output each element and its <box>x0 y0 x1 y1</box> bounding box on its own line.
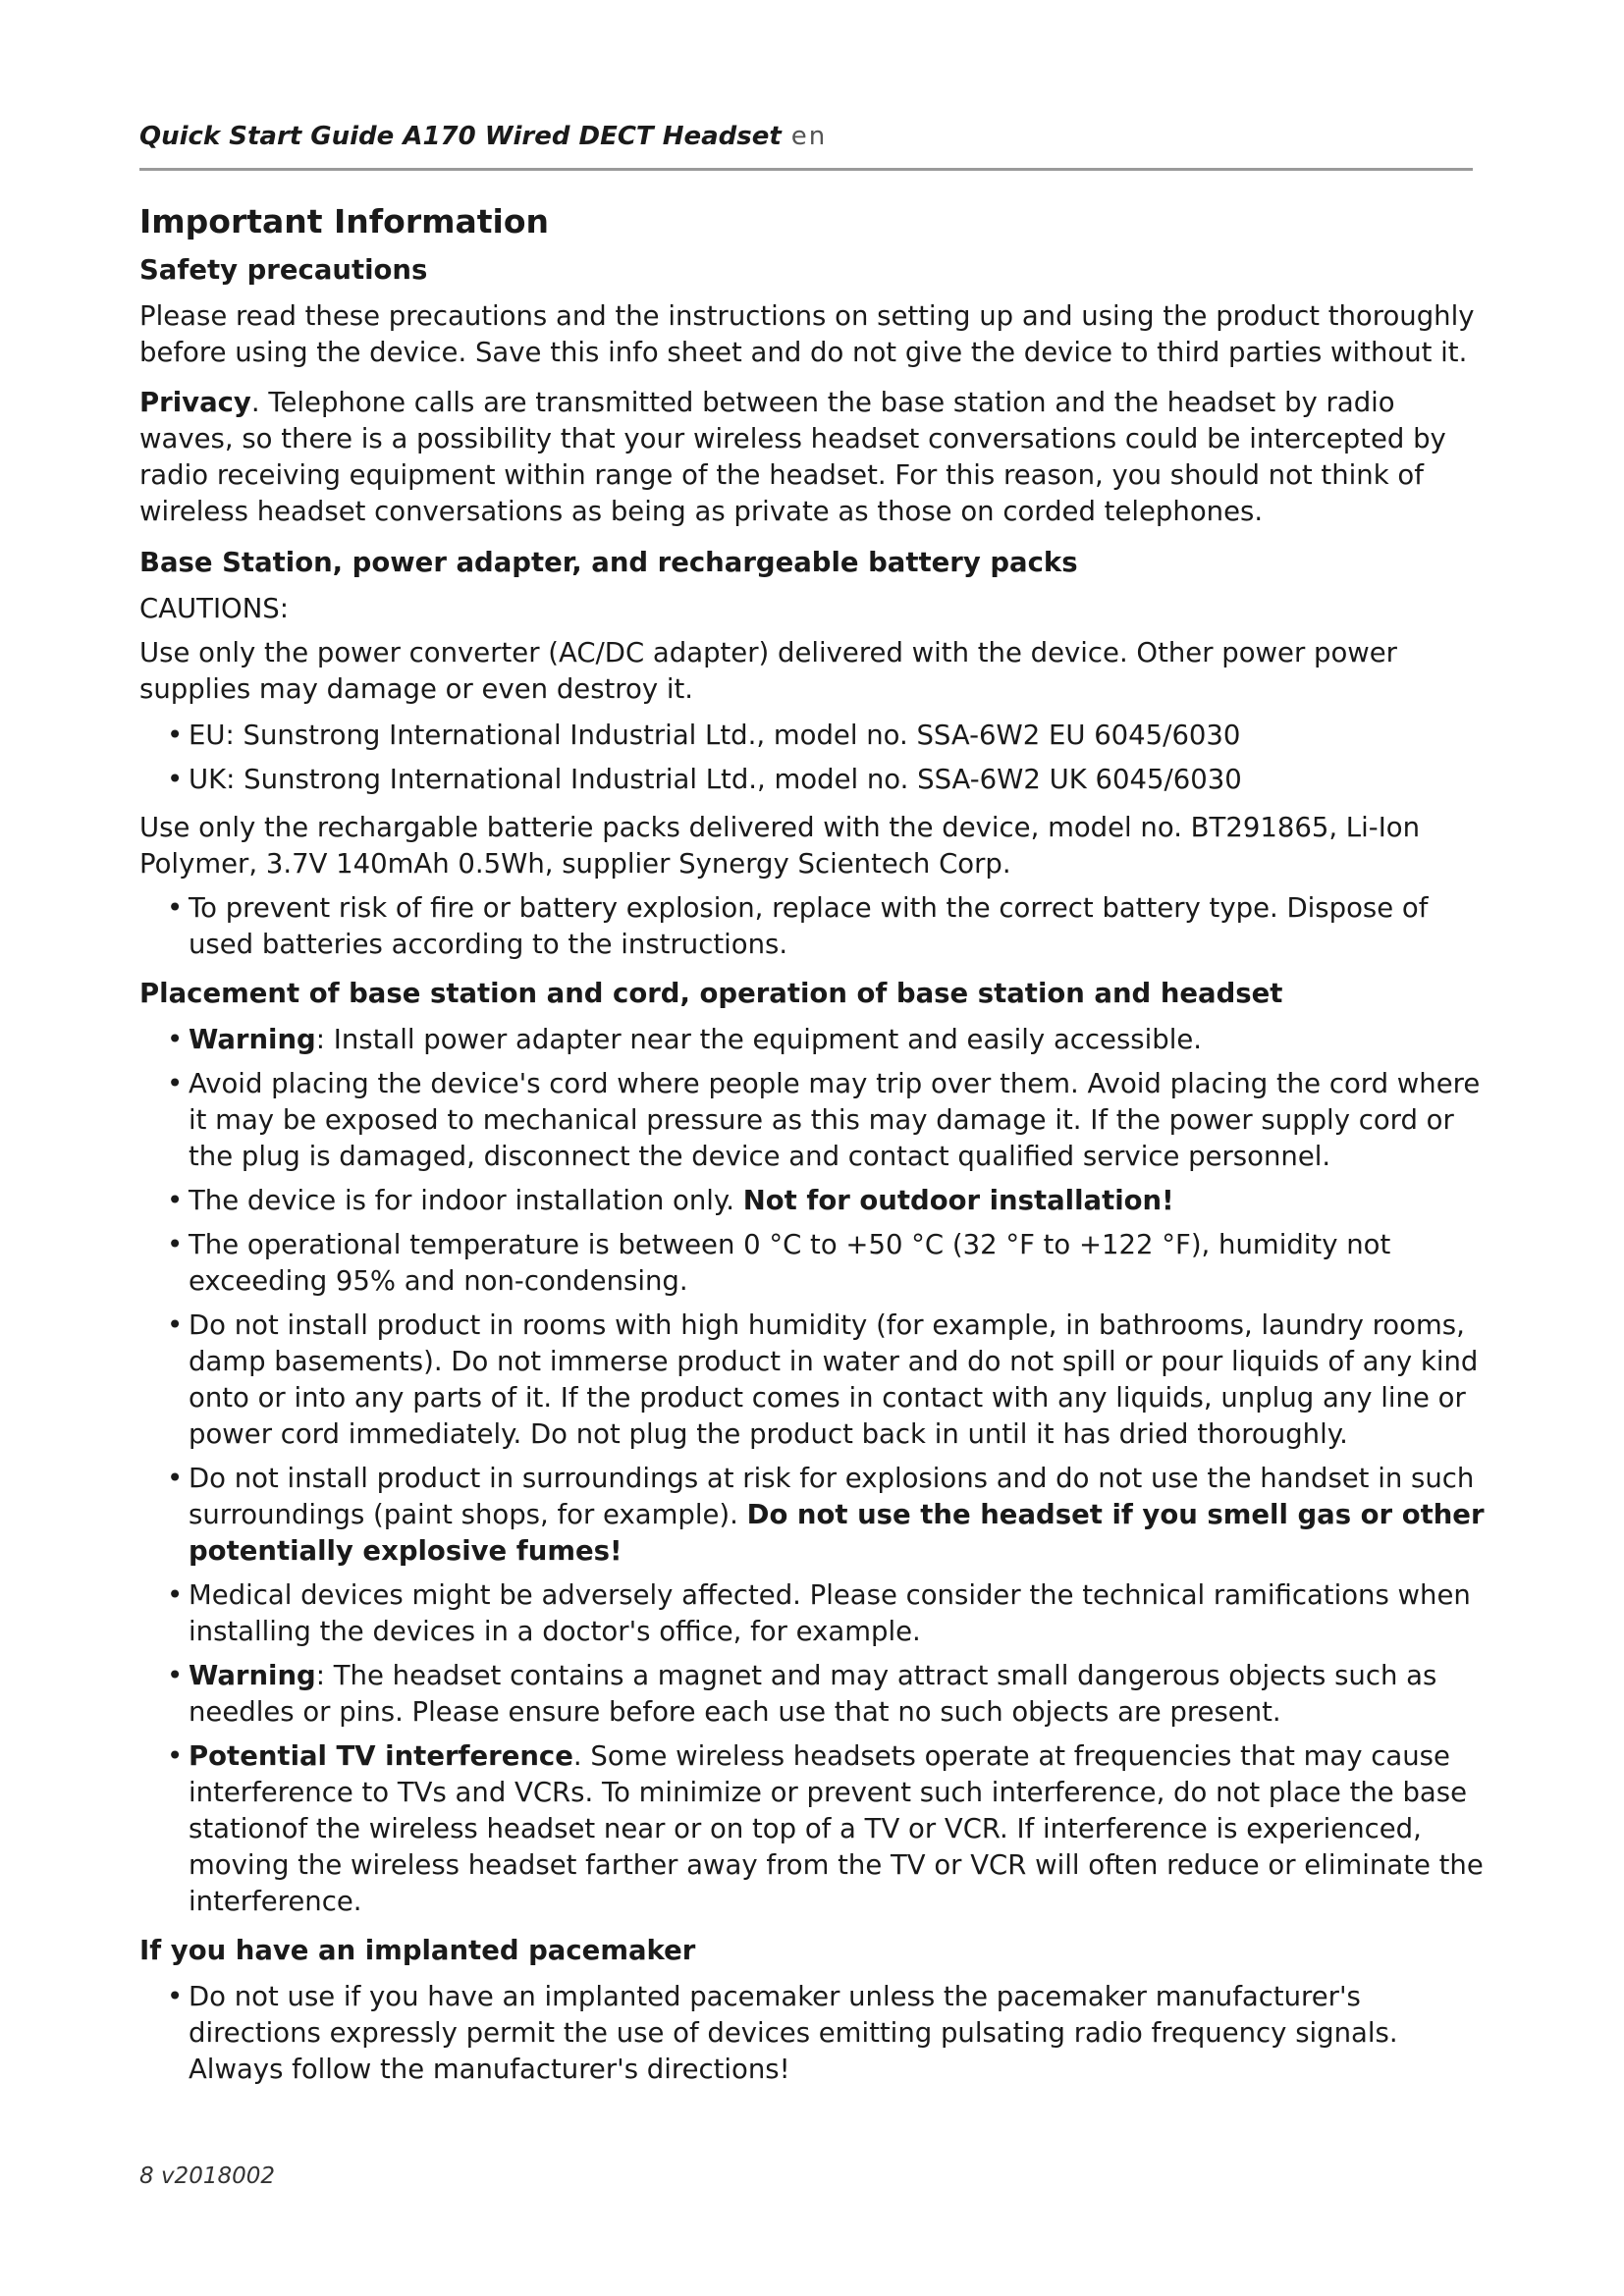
privacy-paragraph <box>139 385 1485 530</box>
bullet-icon: • <box>167 1463 184 1494</box>
bullet-icon: • <box>167 1068 184 1099</box>
list-item: • Medical devices might be adversely affected. Please consider the technical ramifications when installing the devices in a doctor's office, for example. <box>167 1579 1471 1647</box>
placement-heading: Placement of base station and cord, operation of base station and headset <box>139 978 1283 1009</box>
list-item: • To prevent risk of fire or battery explosion, replace with the correct battery type. Dispose of used batteries according to the instructions. <box>167 892 1429 960</box>
list-item: • Do not use if you have an implanted pacemaker unless the pacemaker manufacturer's directions expressly permit the use of devices emitting pulsating radio frequency signals. Always follow the manufacturer's directions! <box>167 1981 1398 2085</box>
bullet-icon: • <box>167 1579 184 1611</box>
list-item: • Do not install product in surroundings at risk for explosions and do not use the handset in such surroundings (paint shops, for example). Do not use the headset if you smell gas or other potentially explosive fumes! <box>167 1463 1485 1567</box>
converter-text: Use only the power converter (AC/DC adapter) delivered with the device. Other power power supplies may damage or even destroy it. <box>139 637 1397 705</box>
list-item: • Warning: Install power adapter near the equipment and easily accessible. <box>139 1022 1485 1058</box>
list-item: • UK: Sunstrong International Industrial Ltd., model no. SSA-6W2 UK 6045/6030 <box>139 762 1485 798</box>
bullet-icon: • <box>167 1740 184 1772</box>
page-header <box>139 122 1473 171</box>
content <box>139 192 1485 2100</box>
list-item: • Do not install product in rooms with high humidity (for example, in bathrooms, laundry rooms, damp basements). Do not immerse product in water and do not spill or pour liquids of any kind onto or into any parts of it. If the product comes in contact with any liquids, unplug any line or power cord immediately. Do not plug the product back in until it has dried thoroughly. <box>167 1309 1479 1450</box>
bullet-icon: • <box>167 764 184 795</box>
cautions-label: CAUTIONS: <box>139 593 289 624</box>
safety-heading: Safety precautions <box>139 254 428 286</box>
adapter-list <box>139 718 1485 798</box>
privacy-text: . Telephone calls are transmitted between the base station and the headset by radio waves, so there is a possibility that your wireless headset conversations could be intercepted by radio receiving equipment within range of the headset. For this reason, you should not think of wireless headset conversations as being as private as those on corded telephones. <box>139 387 1446 527</box>
safety-intro: Please read these precautions and the instructions on setting up and using the product thoroughly before using the device. Save this info sheet and do not give the device to third parties without it. <box>139 300 1475 368</box>
language-code: en <box>790 122 828 151</box>
privacy-label: Privacy <box>139 387 251 418</box>
list-item: • Avoid placing the device's cord where people may trip over them. Avoid placing the cord where it may be exposed to mechanical pressure as this may damage it. If the power supply cord or the plug is damaged, disconnect the device and contact qualified service personnel. <box>167 1068 1481 1172</box>
list-item: • Warning: The headset contains a magnet and may attract small dangerous objects such as needles or pins. Please ensure before each use that no such objects are present. <box>167 1660 1437 1728</box>
page-footer: 8 v2018002 <box>139 2163 275 2189</box>
document-title: Quick Start Guide A170 Wired DECT Headset <box>139 122 782 151</box>
list-item: • The operational temperature is between 0 °C to +50 °C (32 °F to +122 °F), humidity not exceeding 95% and non-condensing. <box>167 1229 1391 1297</box>
list-item: • EU: Sunstrong International Industrial Ltd., model no. SSA-6W2 EU 6045/6030 <box>139 718 1485 754</box>
base-heading: Base Station, power adapter, and rechargeable battery packs <box>139 547 1078 578</box>
pacemaker-heading: If you have an implanted pacemaker <box>139 1935 696 1966</box>
bullet-icon: • <box>167 1309 184 1341</box>
bullet-icon: • <box>167 892 184 924</box>
pacemaker-list <box>139 1979 1485 2088</box>
list-item: • Potential TV interference. Some wireless headsets operate at frequencies that may cause interference to TVs and VCRs. To minimize or prevent such interference, do not place the base stationof the wireless headset near or on top of a TV or VCR. If interference is experienced, moving the wireless headset farther away from the TV or VCR will often reduce or eliminate the interference. <box>167 1740 1484 1917</box>
bullet-icon: • <box>167 1660 184 1691</box>
bullet-icon: • <box>167 720 184 751</box>
bullet-icon: • <box>167 1981 184 2012</box>
bullet-icon: • <box>167 1229 184 1260</box>
list-item: • The device is for indoor installation only. Not for outdoor installation! <box>139 1183 1485 1219</box>
placement-list <box>139 1022 1485 1920</box>
bullet-icon: • <box>167 1024 184 1055</box>
bullet-icon: • <box>167 1185 184 1216</box>
battery-text: Use only the rechargable batterie packs delivered with the device, model no. BT291865, Li-Ion Polymer, 3.7V 140mAh 0.5Wh, supplier Synergy Scientech Corp. <box>139 812 1421 880</box>
battery-list <box>139 890 1485 963</box>
main-title: Important Information <box>139 202 550 240</box>
